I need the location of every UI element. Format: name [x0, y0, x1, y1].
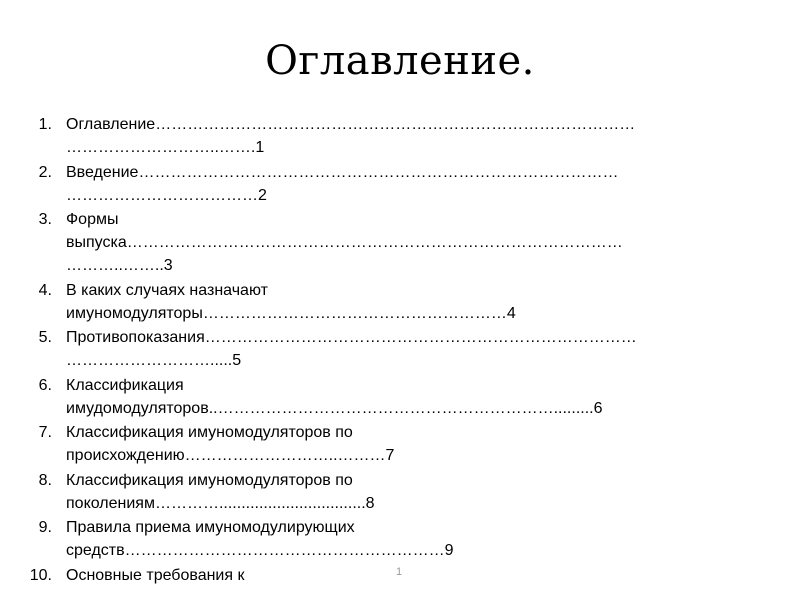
slide-page-number: 1 — [396, 566, 403, 578]
toc-item-text — [66, 374, 766, 420]
toc-item — [0, 469, 800, 515]
toc-item — [0, 113, 800, 159]
toc-line: Противопоказания……………………………………………………………………… — [66, 329, 637, 346]
toc-item — [0, 374, 800, 420]
toc-item-text — [66, 113, 766, 159]
toc-item — [0, 326, 800, 372]
toc-item — [0, 279, 800, 325]
toc-item-text — [66, 469, 766, 515]
toc-line: Формы — [66, 211, 119, 228]
toc-line: Введение……………………………………………………………………………… — [66, 163, 619, 181]
toc-line: ………………………………2 — [66, 186, 267, 204]
toc-item-number: 2. — [38, 163, 52, 181]
toc-line: Классификация — [66, 376, 184, 394]
toc-item-text — [66, 279, 766, 325]
table-of-contents — [0, 113, 800, 588]
toc-line: Классификация имуномодуляторов по — [66, 424, 353, 441]
toc-line: Правила приема имуномодулирующих — [66, 519, 355, 536]
toc-line: средств……………………………………………………9 — [66, 542, 454, 559]
toc-line: имуномодуляторы…………………………………………………4 — [66, 304, 516, 322]
toc-line: Классификация имуномодуляторов по — [66, 471, 353, 489]
toc-item-number: 7. — [38, 424, 52, 441]
toc-item-text — [66, 208, 766, 277]
toc-item-number: 6. — [38, 376, 52, 394]
toc-item-number: 10. — [29, 566, 52, 584]
toc-line: имудомодуляторов..……………………………………………………….........6 — [66, 399, 603, 417]
toc-item — [0, 208, 800, 277]
toc-line: поколениям………….................................8 — [66, 494, 375, 512]
toc-item-number: 5. — [38, 329, 52, 346]
toc-item-text — [66, 564, 766, 587]
toc-item — [0, 161, 800, 207]
toc-item-number: 1. — [38, 116, 52, 133]
toc-item-number: 3. — [38, 211, 52, 228]
toc-line: Оглавление……………………………………………………………………………… — [66, 116, 636, 133]
toc-item-number: 4. — [38, 281, 52, 299]
toc-line: ……………………….....5 — [66, 352, 242, 369]
toc-item — [0, 421, 800, 467]
toc-line: выпуска………………………………………………………………………………… — [66, 234, 623, 251]
toc-line: ………………………..…….1 — [66, 139, 265, 156]
toc-line: В каких случаях назначают — [66, 281, 268, 299]
toc-line: ………..……..3 — [66, 257, 173, 274]
toc-item-number: 8. — [38, 471, 52, 489]
toc-item-text — [66, 516, 766, 562]
toc-line: Основные требования к — [66, 566, 245, 584]
toc-item-text — [66, 421, 766, 467]
toc-line: происхождению………………………..………7 — [66, 447, 395, 464]
slide-title: Оглавление. — [265, 38, 535, 84]
toc-item-number: 9. — [38, 519, 52, 536]
toc-item — [0, 516, 800, 562]
toc-item-text — [66, 326, 766, 372]
toc-item-text — [66, 161, 766, 207]
